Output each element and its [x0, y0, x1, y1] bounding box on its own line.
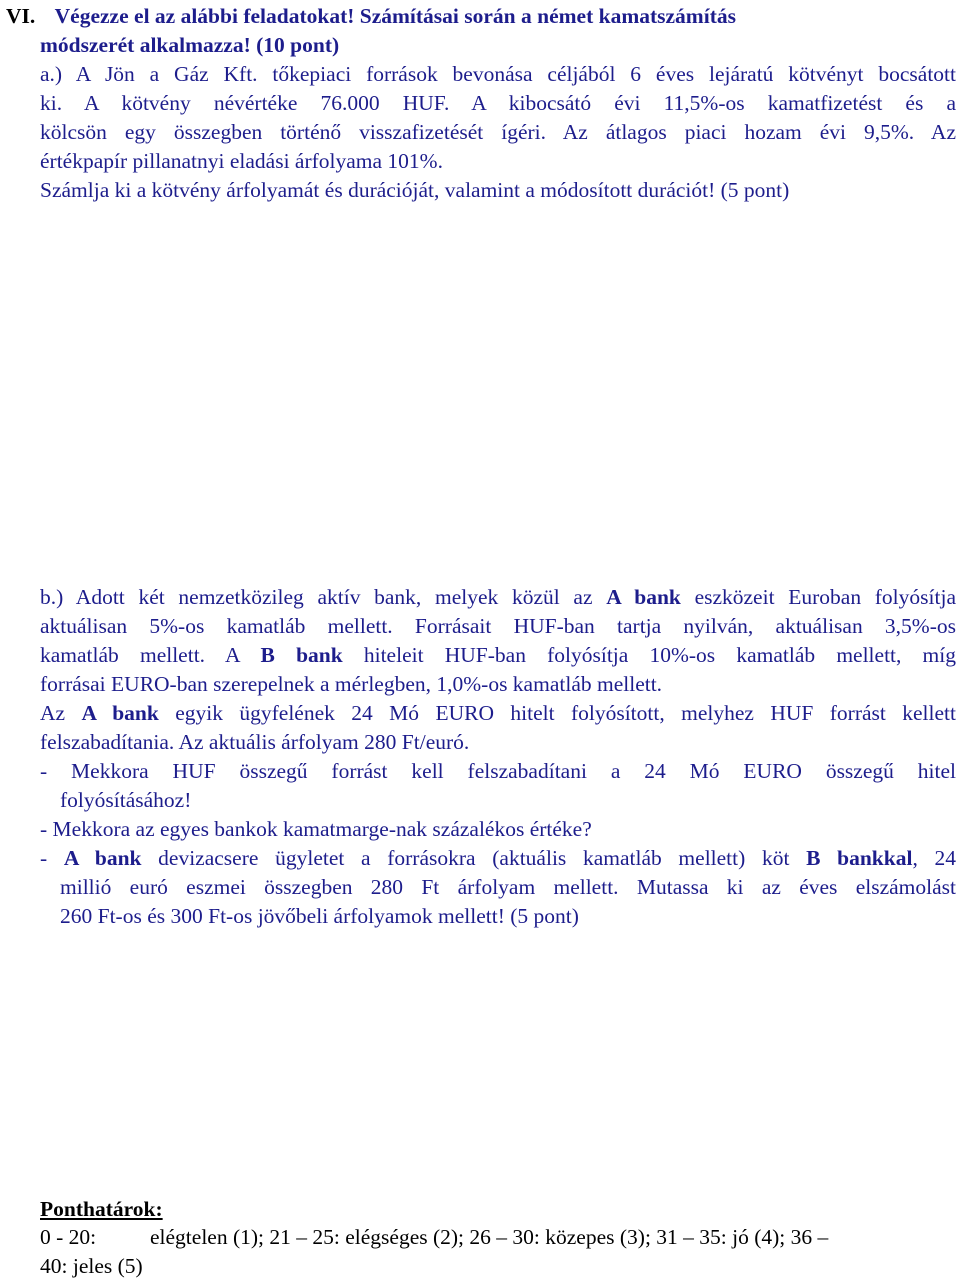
question-3-dash: -	[40, 846, 64, 870]
grading-line-2: 40: jeles (5)	[40, 1254, 143, 1278]
task-a-line-5: Számlja ki a kötvény árfolyamát és durációját, valamint a módosított durációt! (5 pont)	[40, 178, 790, 202]
task-b-line-2: aktuálisan 5%-os kamatláb mellett. Forrásait HUF-ban tartja nyilván, aktuálisan 3,5%-os	[40, 614, 956, 638]
task-b-line-4: forrásai EURO-ban szerepelnek a mérlegben, 1,0%-os kamatláb mellett.	[40, 672, 663, 696]
task-a-line-1: a.) A Jön a Gáz Kft. tőkepiaci források bevonása céljából 6 éves lejáratú kötvényt bocsátott	[40, 62, 956, 86]
task-b-line-1	[40, 583, 956, 612]
question-3-line-2: millió euró eszmei összegben 280 Ft árfolyam mellett. Mutassa ki az éves elszámolást	[60, 875, 956, 899]
section-title-cont: módszerét alkalmazza! (10 pont)	[40, 33, 340, 57]
grading-heading-text: Ponthatárok:	[40, 1197, 163, 1221]
question-1-line-1: - Mekkora HUF összegű forrást kell felszabadítani a 24 Mó EURO összegű hitel	[40, 759, 956, 783]
section-heading-line2	[40, 31, 339, 60]
grading-line-1	[40, 1223, 956, 1252]
section-heading-line1	[6, 2, 960, 31]
section-title: Végezze el az alábbi feladatokat! Számításai során a német kamatszámítás	[54, 4, 736, 28]
grading-range-1: 0 - 20:	[40, 1225, 97, 1249]
task-b-line-5	[40, 699, 956, 728]
bank-a-label-2: A bank	[81, 701, 159, 725]
task-b-line-1-post: eszközeit Euroban folyósítja	[680, 585, 956, 609]
grading-heading	[40, 1195, 163, 1224]
bank-a-label: A bank	[606, 585, 681, 609]
bank-a-label-3: A bank	[63, 846, 142, 870]
bank-b-letter: B	[260, 643, 275, 667]
task-a-line-2: ki. A kötvény névértéke 76.000 HUF. A kibocsátó évi 11,5%-os kamatfizetést és a	[40, 91, 956, 115]
question-1-line-2: folyósításához!	[60, 788, 192, 812]
task-b-line-3-post: hiteleit HUF-ban folyósítja 10%-os kamatláb mellett, míg	[342, 643, 957, 667]
task-b-line-5-post: egyik ügyfelének 24 Mó EURO hitelt folyósított, melyhez HUF forrást kellett	[158, 701, 956, 725]
task-b-line-5-pre: Az	[40, 701, 82, 725]
task-a-line-4: értékpapír pillanatnyi eladási árfolyama 101%.	[40, 149, 443, 173]
question-3-line-1	[40, 844, 956, 873]
question-3-post: , 24	[912, 846, 957, 870]
task-b-line-1-pre: b.) Adott két nemzetközileg aktív bank, melyek közül az	[40, 585, 607, 609]
bank-b-full: B bankkal	[806, 846, 913, 870]
grading-scale-text: elégtelen (1); 21 – 25: elégséges (2); 26 – 30: közepes (3); 31 – 35: jó (4); 36 –	[150, 1225, 829, 1249]
question-3-line-3: 260 Ft-os és 300 Ft-os jövőbeli árfolyamok mellett! (5 pont)	[60, 904, 579, 928]
section-number: VI.	[6, 4, 36, 28]
question-3-mid: devizacsere ügyletet a forrásokra (aktuális kamatláb mellett) köt	[141, 846, 807, 870]
task-b-line-3-pre: kamatláb mellett. A	[40, 643, 261, 667]
question-2: - Mekkora az egyes bankok kamatmarge-nak százalékos értéke?	[40, 817, 592, 841]
bank-b-word: bank	[296, 643, 343, 667]
task-b-line-3	[40, 641, 956, 670]
task-a-line-3: kölcsön egy összegben történő visszafizetését ígéri. Az átlagos piaci hozam évi 9,5%. Az	[40, 120, 956, 144]
task-b-line-6: felszabadítania. Az aktuális árfolyam 280 Ft/euró.	[40, 730, 470, 754]
